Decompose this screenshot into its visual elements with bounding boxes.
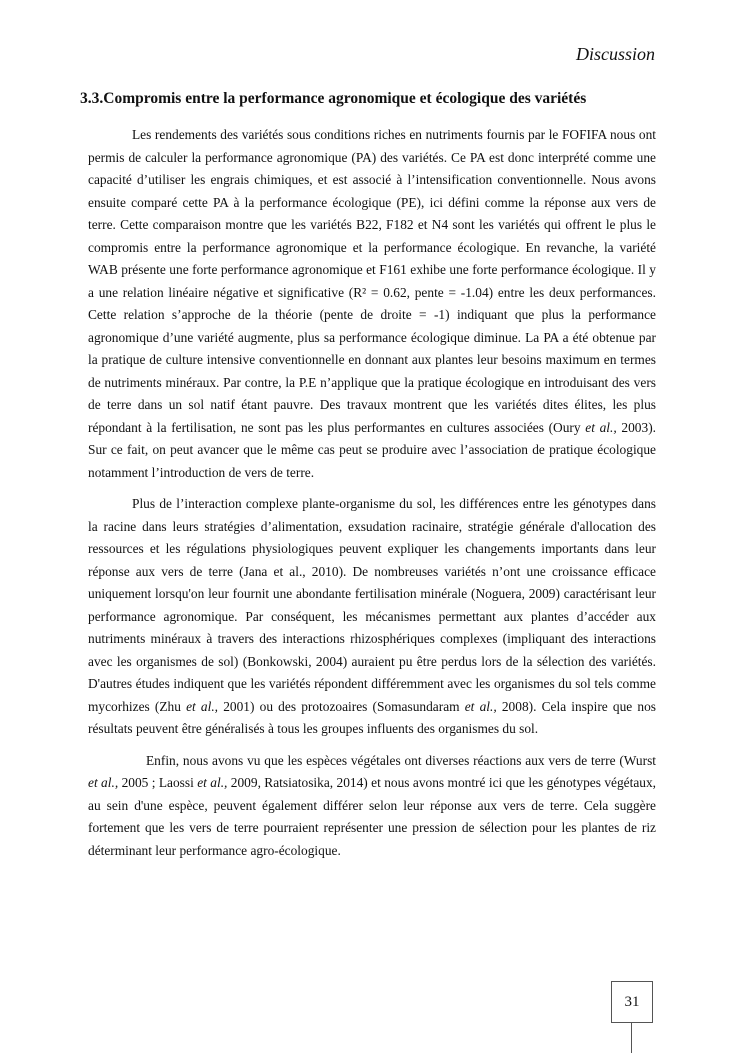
page-number-box bbox=[611, 981, 653, 1023]
page-number: 31 bbox=[624, 993, 640, 1010]
page-number-rule bbox=[631, 1023, 632, 1053]
paragraph-2-text-c: 2008). Cela inspire que nos résultats peuvent être généralisés à tous les groupes influents des organismes du sol. bbox=[88, 698, 657, 736]
paragraph-1-text-b: 2003). Sur ce fait, on peut avancer que le même cas peut se produire avec l’association de pratique écologique notamment l’introduction de vers de terre. bbox=[88, 419, 657, 480]
paragraph-2-text-a: Plus de l’interaction complexe plante-organisme du sol, les différences entre les génotypes dans la racine dans leurs stratégies d’alimentation, exsudation racinaire, stratégie générale d'allocation des ressources et les régulations physiologiques peuvent expliquer les changements importants dans leur réponse aux vers de terre (Jana et al., 2010). De nombreuses variétés n’ont une croissance efficace uniquement lorsqu'on leur fournit une abondante fertilisation minérale (Noguera, 2009) caractérisant leur performance agronomique. Par conséquent, les mécanismes permettant aux plantes d’accéder aux nutriments minéraux à travers des interactions rhizosphériques complexes (impliquant des interactions avec les organismes de sol) (Bonkowski, 2004) auraient pu être perdus lors de la sélection des variétés. D'autres études indiquent que les variétés répondent différemment avec les organismes du sol tels comme mycorhizes (Zhu bbox=[88, 496, 656, 714]
citation-et-al: et al., bbox=[186, 698, 219, 714]
paragraph-3-text-b: 2005 ; Laossi bbox=[118, 775, 198, 790]
citation-et-al: et al., bbox=[585, 419, 617, 435]
paragraph-1 bbox=[88, 124, 656, 484]
citation-et-al: et al., bbox=[197, 775, 228, 790]
paragraph-2-text-b: 2001) ou des protozoaires (Somasundaram bbox=[218, 698, 465, 714]
paragraph-2 bbox=[88, 493, 656, 741]
paragraph-3-text-a: Enfin, nous avons vu que les espèces végétales ont diverses réactions aux vers de terre (Wurst bbox=[146, 752, 656, 768]
body-text bbox=[88, 124, 656, 871]
section-heading: 3.3.Compromis entre la performance agronomique et écologique des variétés bbox=[80, 90, 587, 107]
paragraph-1-text-a: Les rendements des variétés sous conditions riches en nutriments fournis par le FOFIFA nous ont permis de calculer la performance agronomique (PA) des variétés. Ce PA est donc interprété comme une capacité d’utiliser les engrais chimiques, et est associé à l’intensification conventionnelle. Nous avons ensuite comparé cette PA à la performance écologique (PE), ici défini comme la réponse aux vers de terre. Cette comparaison montre que les variétés B22, F182 et N4 sont les variétés qui offrent le plus le compromis entre la performance agronomique et la performance écologique. En revanche, la variété WAB présente une forte performance agronomique et F161 exhibe une forte performance écologique. Il y a une relation linéaire négative et significative (R² = 0.62, pente = -1.04) entre les deux performances. Cette relation s’approche de la théorie (pente de droite = -1) indiquant que plus la performance agronomique d’une variété augmente, plus sa performance écologique diminue. La PA a été obtenue par la pratique de culture intensive conventionnelle en donnant aux plantes leur besoins maximum en termes de nutriments minéraux. Par contre, la P.E n’applique que la pratique écologique en introduisant des vers de terre dans un sol natif étant pauvre. Des travaux montrent que les variétés dites élites, les plus répondant à la fertilisation, ne sont pas les plus performantes en cultures associées (Oury bbox=[88, 127, 656, 435]
running-header-title: Discussion bbox=[575, 44, 655, 64]
citation-et-al: et al., bbox=[88, 775, 119, 790]
paragraph-3 bbox=[88, 750, 656, 863]
citation-et-al: et al., bbox=[464, 698, 497, 714]
paragraph-3-text-c: 2009, Ratsiatosika, 2014) et nous avons montré ici que les génotypes végétaux, au sein d'une espèce, peuvent également différer selon leur réponse aux vers de terre. Cela suggère fortement que les vers de terre pourraient représenter une pression de sélection pour les plantes de riz déterminant leur performance agro-écologique. bbox=[88, 775, 656, 858]
